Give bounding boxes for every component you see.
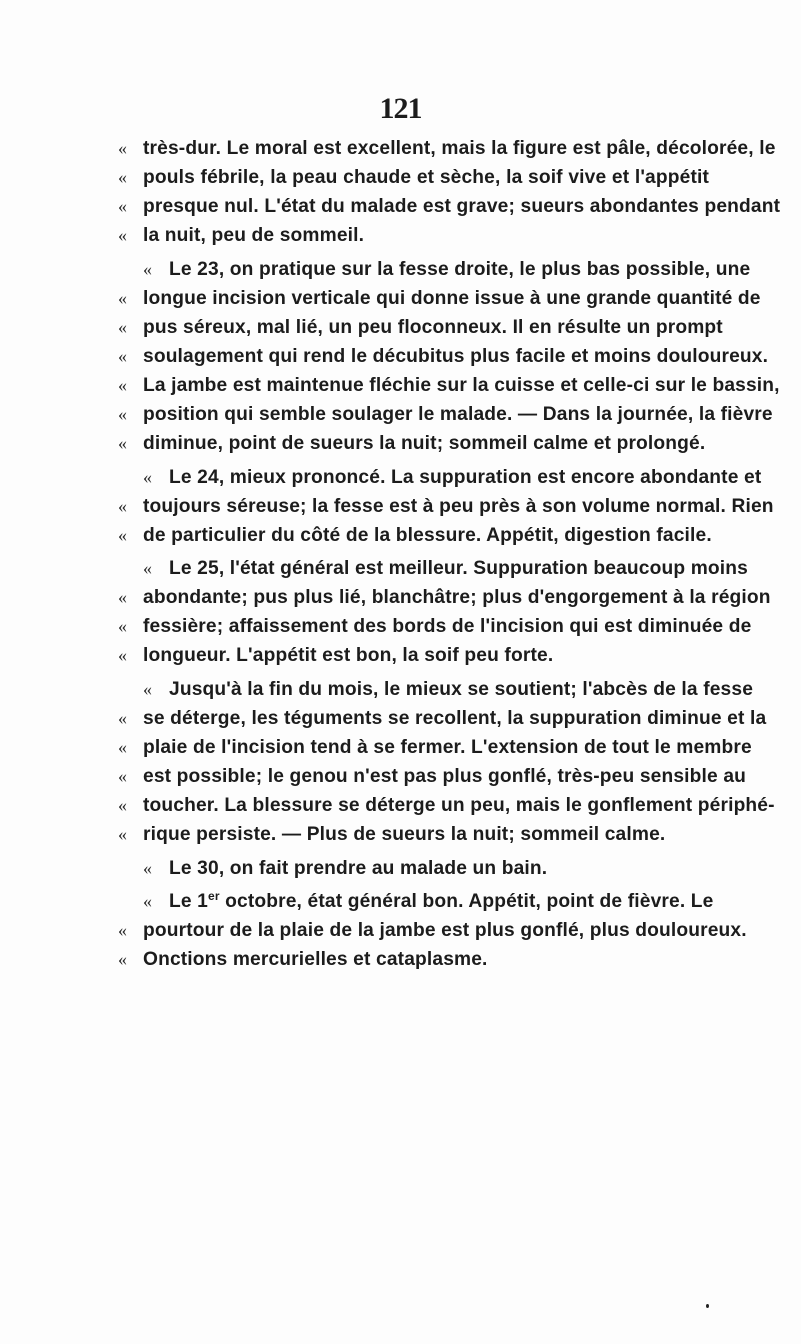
line-text: pouls fébrile, la peau chaude et sèche, la soif vive et l'appétit xyxy=(143,167,709,189)
guillemet: « xyxy=(118,345,128,366)
guillemet: « xyxy=(118,824,128,845)
line-text: Jusqu'à la fin du mois, le mieux se soutient; l'abcès de la fesse xyxy=(169,678,754,700)
line-text: pus séreux, mal lié, un peu floconneux. Il en résulte un prompt xyxy=(143,316,723,338)
line-text: Le 30, on fait prendre au malade un bain. xyxy=(169,857,548,879)
text-line xyxy=(143,887,714,916)
line-text: longue incision verticale qui donne issue à une grande quantité de xyxy=(143,287,761,309)
text-line xyxy=(118,704,767,733)
line-text: très-dur. Le moral est excellent, mais la figure est pâle, décolorée, le xyxy=(143,138,776,159)
text-line xyxy=(118,945,709,974)
guillemet: « xyxy=(118,645,128,666)
line-text: Onctions mercurielles et cataplasme. xyxy=(143,949,488,971)
text-line xyxy=(118,583,771,612)
guillemet: « xyxy=(118,765,128,786)
ink-speck xyxy=(706,1304,709,1308)
guillemet: « xyxy=(143,857,153,878)
text-line xyxy=(118,820,709,849)
guillemet: « xyxy=(118,524,128,545)
text-line xyxy=(118,492,774,521)
guillemet: « xyxy=(118,374,128,395)
page-number: 121 xyxy=(379,92,422,125)
line-text: diminue, point de sueurs la nuit; sommeil calme et prolongé. xyxy=(143,432,706,454)
text-line xyxy=(143,463,762,492)
guillemet: « xyxy=(118,316,128,337)
guillemet: « xyxy=(118,196,128,217)
text-line xyxy=(118,400,773,429)
line-text-end: octobre, état général bon. Appétit, point de fièvre. Le xyxy=(219,891,714,913)
guillemet: « xyxy=(143,258,153,279)
text-line xyxy=(118,521,712,550)
text-line xyxy=(118,221,709,250)
line-text: rique persiste. — Plus de sueurs la nuit; sommeil calme. xyxy=(143,824,666,846)
line-text: toucher. La blessure se déterge un peu, mais le gonflement périphé- xyxy=(143,795,775,817)
text-line xyxy=(143,554,748,583)
text-line xyxy=(118,791,775,820)
line-text: se déterge, les téguments se recollent, la suppuration diminue et la xyxy=(143,707,767,729)
guillemet: « xyxy=(118,707,128,728)
guillemet: « xyxy=(118,587,128,608)
text-line xyxy=(118,762,747,791)
line-text: Le 25, l'état général est meilleur. Suppuration beaucoup moins xyxy=(169,558,748,580)
guillemet: « xyxy=(118,287,128,308)
text-line xyxy=(118,134,776,163)
text-line xyxy=(143,854,709,883)
line-text: de particulier du côté de la blessure. Appétit, digestion facile. xyxy=(143,524,712,546)
line-text xyxy=(143,887,714,916)
text-line xyxy=(118,342,769,371)
line-text: la nuit, peu de sommeil. xyxy=(143,225,365,247)
text-line xyxy=(118,641,709,670)
guillemet: « xyxy=(118,167,128,188)
guillemet: « xyxy=(118,920,128,941)
text-line xyxy=(118,612,752,641)
line-text: pourtour de la plaie de la jambe est plus gonflé, plus douloureux. xyxy=(143,920,747,942)
guillemet: « xyxy=(143,466,153,487)
guillemet: « xyxy=(118,616,128,637)
guillemet: « xyxy=(118,138,128,158)
text-line xyxy=(118,916,747,945)
guillemet: « xyxy=(118,949,128,970)
line-text: presque nul. L'état du malade est grave; sueurs abondantes pendant xyxy=(143,196,781,218)
line-text: La jambe est maintenue fléchie sur la cuisse et celle-ci sur le bassin, xyxy=(143,374,780,396)
text-line xyxy=(118,313,723,342)
line-text: toujours séreuse; la fesse est à peu près à son volume normal. Rien xyxy=(143,495,774,517)
guillemet: « xyxy=(143,678,153,699)
line-text: est possible; le genou n'est pas plus gonflé, très-peu sensible au xyxy=(143,765,747,787)
text-line xyxy=(118,733,752,762)
text-line xyxy=(118,163,709,192)
guillemet: « xyxy=(118,225,128,246)
text-line xyxy=(118,371,780,400)
guillemet: « xyxy=(143,558,153,579)
text-line xyxy=(118,192,781,221)
guillemet: « xyxy=(118,495,128,516)
body-text xyxy=(118,134,781,974)
line-text: abondante; pus plus lié, blanchâtre; plus d'engorgement à la région xyxy=(143,587,771,609)
line-text: fessière; affaissement des bords de l'incision qui est diminuée de xyxy=(143,616,752,638)
line-text-start: Le 1 xyxy=(169,891,208,913)
text-line xyxy=(118,429,709,458)
text-line xyxy=(118,284,761,313)
guillemet: « xyxy=(143,891,153,912)
ordinal-superscript: er xyxy=(208,889,220,904)
line-text: Le 24, mieux prononcé. La suppuration est encore abondante et xyxy=(169,466,762,488)
line-text: plaie de l'incision tend à se fermer. L'extension de tout le membre xyxy=(143,736,752,758)
text-line xyxy=(143,255,751,284)
line-text: soulagement qui rend le décubitus plus facile et moins douloureux. xyxy=(143,345,769,367)
text-line xyxy=(143,675,754,704)
guillemet: « xyxy=(118,795,128,816)
guillemet: « xyxy=(118,432,128,453)
line-text: longueur. L'appétit est bon, la soif peu forte. xyxy=(143,645,554,667)
guillemet: « xyxy=(118,736,128,757)
guillemet: « xyxy=(118,403,128,424)
line-text: position qui semble soulager le malade. — Dans la journée, la fièvre xyxy=(143,403,773,425)
line-text: Le 23, on pratique sur la fesse droite, le plus bas possible, une xyxy=(169,258,751,280)
